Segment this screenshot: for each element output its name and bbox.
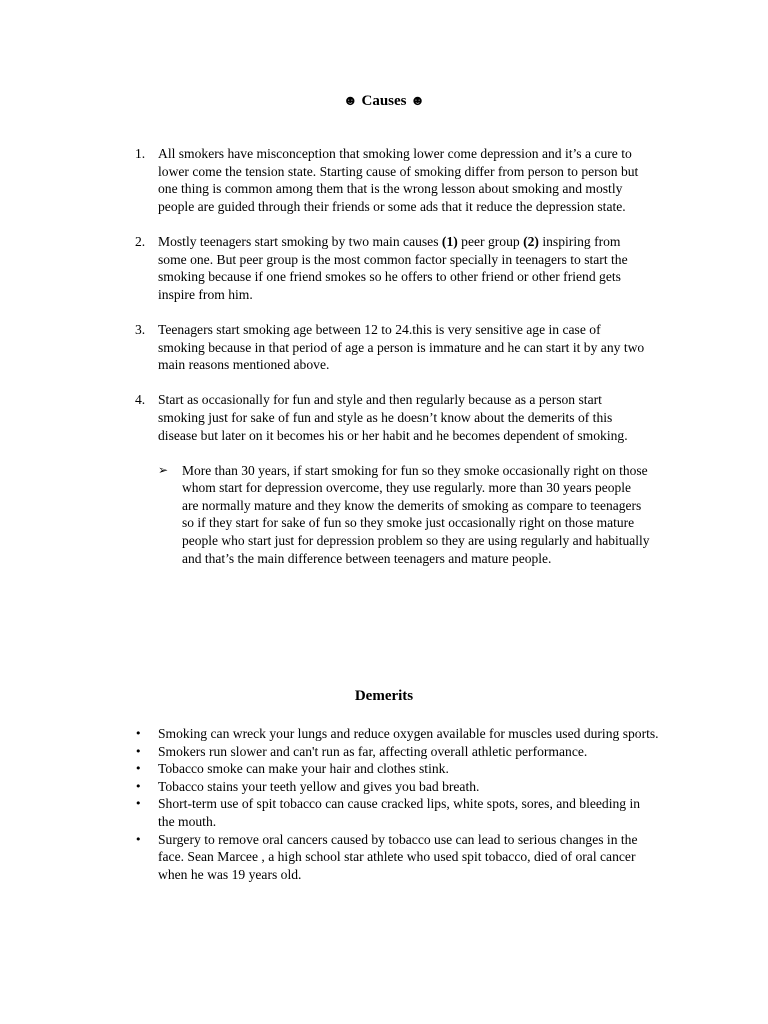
causes-item-4 [0,391,648,444]
causes-sub-bullet [0,462,650,568]
item-number: 3. [135,321,146,337]
item-text: All smokers have misconception that smoking lower come depression and it’s a cure to lower come the tension state. Starting cause of smoking differ from person to person but one thing is common among them that is the wrong lesson about smoking and mostly people are guided through their friends or some ads that it reduce the depression state. [158,146,639,214]
sub-bullet-text: More than 30 years, if start smoking for fun so they smoke occasionally right on those whom start for depression overcome, they use regularly. more than 30 years people are normally mature and they know the demerits of smoking as compare to teenagers so if they start for sake of fun so they smoke just occasionally right on those mature people who start just for depression problem so they are using regularly and habitually and that’s the main difference between teenagers and mature people. [182,462,650,566]
item-text: Start as occasionally for fun and style and then regularly because as a person start smoking just for sake of fun and style as he doesn’t know about the demerits of this disease but later on it becomes his or her habit and he becomes dependent of smoking. [158,392,628,443]
demerits-item-text: Smokers run slower and can't run as far, affecting overall athletic performance. [158,743,588,759]
causes-list [0,145,768,567]
demerits-item-text: Surgery to remove oral cancers caused by tobacco use can lead to serious changes in the face. Sean Marcee , a high school star athlete who used spit tobacco, died of oral cancer when he was 19 years old. [158,831,638,882]
causes-item-3 [0,321,648,374]
bullet-icon: • [135,727,142,740]
item-text-part: inspiring from some one. But peer group is the most common factor specially in teenagers to start the smoking because if one friend smokes so he offers to other friend or other friend gets inspire from him. [158,233,628,302]
demerits-item-text: Tobacco smoke can make your hair and clothes stink. [158,761,449,777]
causes-heading [0,93,768,111]
bullet-icon: • [135,832,142,846]
bullet-icon: • [135,779,142,793]
demerits-item [0,743,660,761]
bold-label-1: (1) [441,233,458,249]
demerits-item-text: Tobacco stains your teeth yellow and gives you bad breath. [158,778,480,794]
item-number: 4. [135,392,146,408]
demerits-item [0,760,660,778]
bold-label-2: (2) [523,233,539,249]
demerits-title: Demerits [354,688,414,704]
item-number: 1. [135,146,146,161]
demerits-item [0,778,660,796]
bullet-icon: • [135,762,142,776]
demerits-item [0,795,660,830]
smiley-right-icon: ☻ [410,94,425,109]
causes-item-1 [0,145,648,215]
demerits-item [0,831,660,884]
demerits-list [0,725,768,883]
item-number: 2. [135,233,146,249]
item-text-part: Mostly teenagers start smoking by two main causes [158,233,442,249]
item-text: Teenagers start smoking age between 12 to 24.this is very sensitive age in case of smoking because in that period of age a person is immature and he can start it by any two main reasons mentioned above. [158,321,645,373]
bullet-icon: • [135,797,142,811]
demerits-item [0,725,660,743]
demerits-item-text: Smoking can wreck your lungs and reduce oxygen available for muscles used during sports. [158,726,659,741]
demerits-heading [0,688,768,706]
smiley-left-icon: ☻ [343,94,358,109]
bullet-icon: • [135,744,142,758]
causes-item-2 [0,233,648,303]
arrow-bullet-icon: ➢ [158,462,169,477]
causes-title: Causes [361,93,407,109]
item-text-part: peer group [457,233,524,249]
demerits-item-text: Short-term use of spit tobacco can cause cracked lips, white spots, sores, and bleeding in the mouth. [158,796,641,829]
